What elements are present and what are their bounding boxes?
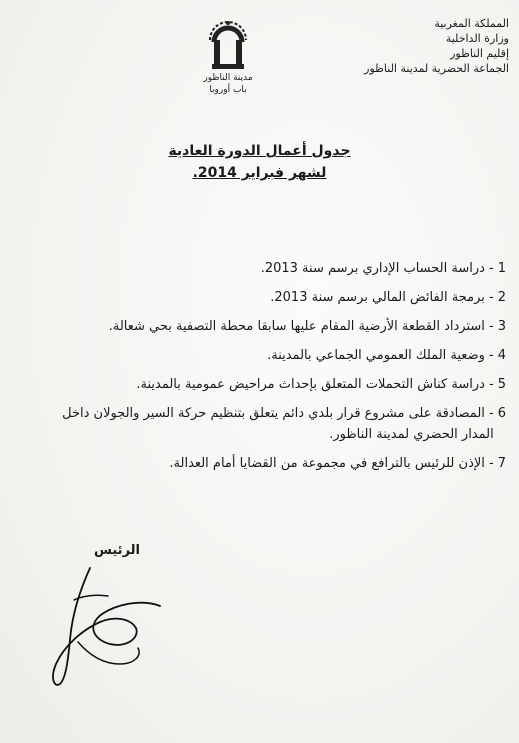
letterhead-line: المملكة المغربية [434, 17, 509, 30]
letterhead-line: وزارة الداخلية [445, 32, 509, 45]
agenda-item-number: 6 [497, 406, 506, 421]
logo-city-name: مدينة الناظور [203, 73, 253, 83]
agenda-item-number: 5 [497, 377, 506, 392]
letterhead-line: الجماعة الحضرية لمدينة الناظور [364, 62, 509, 75]
agenda-item-text: - المصادقة على مشروع قرار بلدي دائم يتعلق بتنظيم حركة السير والجولان داخل المدار الحضري لمدينة الناظور. [62, 406, 494, 442]
agenda-item-text: - دراسة الحساب الإداري برسم سنة 2013. [260, 261, 494, 276]
arch-logo-icon [206, 20, 250, 72]
agenda-item-text: - استرداد القطعة الأرضية المقام عليها سابقا محطة التصفية بحي شعالة. [108, 319, 494, 334]
agenda-item-text: - وضعية الملك العمومي الجماعي بالمدينة. [267, 348, 494, 363]
agenda-item [40, 287, 506, 308]
letterhead [309, 16, 509, 76]
agenda-item [40, 316, 506, 337]
title-line-1: جدول أعمال الدورة العادية [168, 143, 351, 159]
agenda-item [40, 453, 506, 474]
agenda-item-number: 3 [497, 319, 506, 334]
signature-label: الرئيس [94, 543, 140, 558]
agenda-item [40, 374, 506, 395]
document-title [100, 140, 419, 184]
agenda-item-number: 2 [497, 290, 506, 305]
logo-slogan: باب أوروبا [209, 85, 247, 95]
agenda-item-text: - دراسة كناش التحملات المتعلق بإحداث مراحيض عمومية بالمدينة. [136, 377, 494, 392]
agenda-item-number: 4 [497, 348, 506, 363]
agenda-item [40, 403, 506, 445]
agenda-item-number: 1 [497, 261, 506, 276]
handwritten-signature [30, 560, 170, 690]
agenda-item-text: - الإذن للرئيس بالترافع في مجموعة من القضايا أمام العدالة. [169, 456, 494, 471]
title-line-2: لشهر فبراير 2014. [192, 165, 327, 181]
letterhead-line: إقليم الناظور [450, 47, 509, 60]
agenda-item-number: 7 [497, 456, 506, 471]
agenda-item-text: - برمجة الفائض المالي برسم سنة 2013. [270, 290, 494, 305]
agenda-list [40, 258, 506, 482]
agenda-item [40, 258, 506, 279]
agenda-item [40, 345, 506, 366]
city-logo [198, 20, 258, 96]
